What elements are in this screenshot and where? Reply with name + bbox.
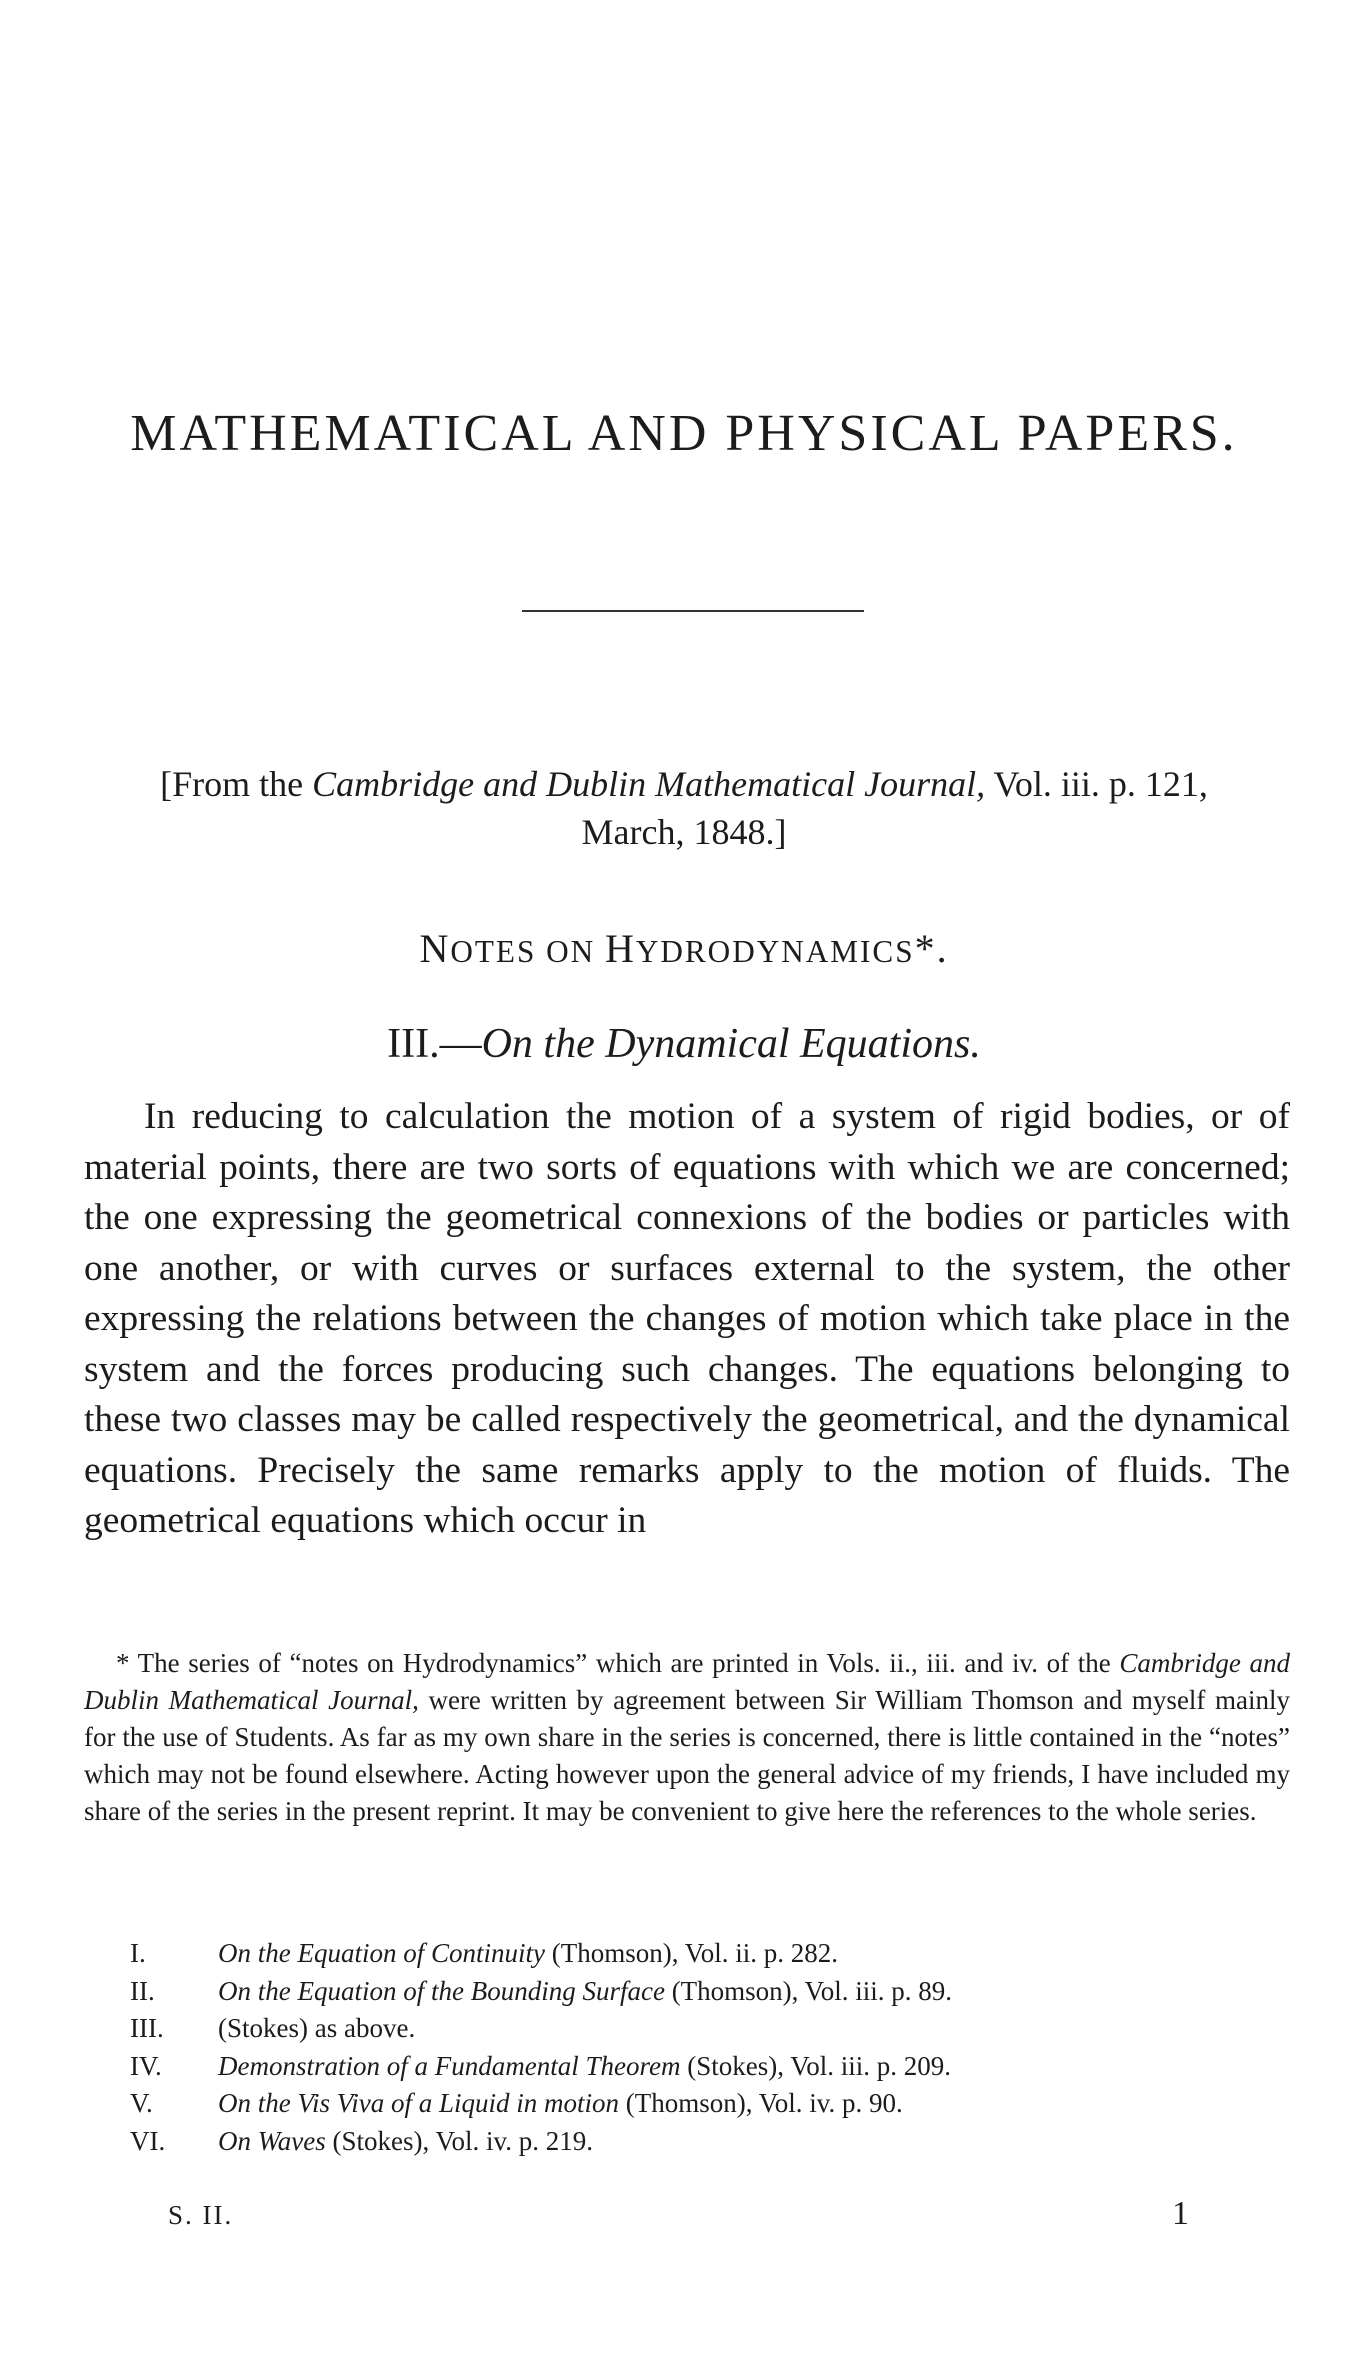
article-title-n2: H: [604, 926, 636, 971]
reference-title: On the Equation of Continuity: [218, 1938, 545, 1968]
article-title-s2: YDRODYNAMICS: [635, 934, 915, 969]
body-lead-word: In: [144, 1096, 176, 1137]
reference-detail: (Thomson), Vol. iii. p. 89.: [664, 1975, 952, 2006]
reference-detail: (Thomson), Vol. iv. p. 90.: [618, 2088, 903, 2118]
section-number: III.—: [387, 1021, 482, 1067]
footnote-part1: * The series of “notes on Hydrodynamics” which are printed in Vols. ii., iii. and iv. of the: [116, 1648, 1120, 1678]
page-number: 1: [1172, 2195, 1189, 2232]
reference-number: II.: [130, 1975, 155, 2006]
reference-item: [84, 2010, 1290, 2048]
reference-detail: (Thomson), Vol. ii. p. 282.: [544, 1938, 839, 1968]
source-citation: [80, 760, 1288, 856]
source-date: March, 1848.]: [581, 812, 787, 852]
reference-title: On the Vis Viva of a Liquid in motion: [218, 2088, 619, 2118]
footnote: [84, 1645, 1290, 1830]
reference-detail: (Stokes), Vol. iii. p. 209.: [680, 2050, 951, 2081]
reference-number: VI.: [130, 2125, 166, 2156]
reference-detail: (Stokes), Vol. iv. p. 219.: [325, 2125, 594, 2156]
title-divider: [522, 610, 864, 612]
source-prefix: [From the: [160, 764, 313, 804]
body-text: reducing to calculation the motion of a system of rigid bodies, or of material points, there are two sorts of equations with which we are concerned; the one expressing the geometrical connexions of the bodies or particles with one another, or with curves or surfaces external to the system, the other expressing the relations between the changes of motion which take place in the system and the forces producing such changes. The equations belonging to these two classes may be called respectively the geometrical, and the dynamical equations. Precisely the same remarks apply to the motion of fluids. The geometrical equations which occur in: [84, 1096, 1290, 1541]
article-title: [0, 925, 1368, 972]
signature-mark: S. II.: [168, 2200, 234, 2230]
reference-title: On the Equation of the Bounding Surface: [218, 1975, 665, 2006]
footnote-part2: were written by agreement between Sir William Thomson and myself mainly for the use of Students. As far as my own share in the series is concerned, there is little contained in the “notes” which may not be found elsewhere. Acting however upon the general advice of my friends, I have included my share of the series in the present reprint. It may be convenient to give here the references to the whole series.: [84, 1685, 1290, 1826]
reference-number: IV.: [130, 2050, 162, 2081]
section-title: On the Dynamical Equations.: [481, 1021, 981, 1067]
source-journal: Cambridge and Dublin Mathematical Journal,: [312, 764, 986, 804]
section-heading: [0, 1020, 1368, 1068]
footnote-journal: Cambridge and Dublin Mathematical Journal,: [84, 1648, 1291, 1715]
reference-title: Demonstration of a Fundamental Theorem: [218, 2050, 681, 2081]
reference-title: On Waves: [218, 2125, 326, 2156]
reference-number: V.: [130, 2088, 153, 2118]
reference-item: [84, 2123, 1290, 2161]
article-title-n1: N: [419, 926, 451, 971]
reference-number: III.: [130, 2013, 164, 2043]
reference-item: [84, 1935, 1290, 1973]
body-paragraph: [84, 1092, 1290, 1547]
reference-item: [84, 2048, 1290, 2086]
page-title: MATHEMATICAL AND PHYSICAL PAPERS.: [130, 405, 1238, 462]
reference-detail: (Stokes) as above.: [218, 2013, 416, 2043]
source-volume: Vol. iii. p. 121,: [985, 764, 1208, 804]
reference-list: [84, 1935, 1290, 2160]
article-title-s1: OTES ON: [450, 934, 605, 969]
article-title-tail: *.: [914, 926, 949, 971]
reference-number: I.: [130, 1938, 146, 1968]
reference-item: [84, 1973, 1290, 2011]
reference-item: [84, 2085, 1290, 2123]
